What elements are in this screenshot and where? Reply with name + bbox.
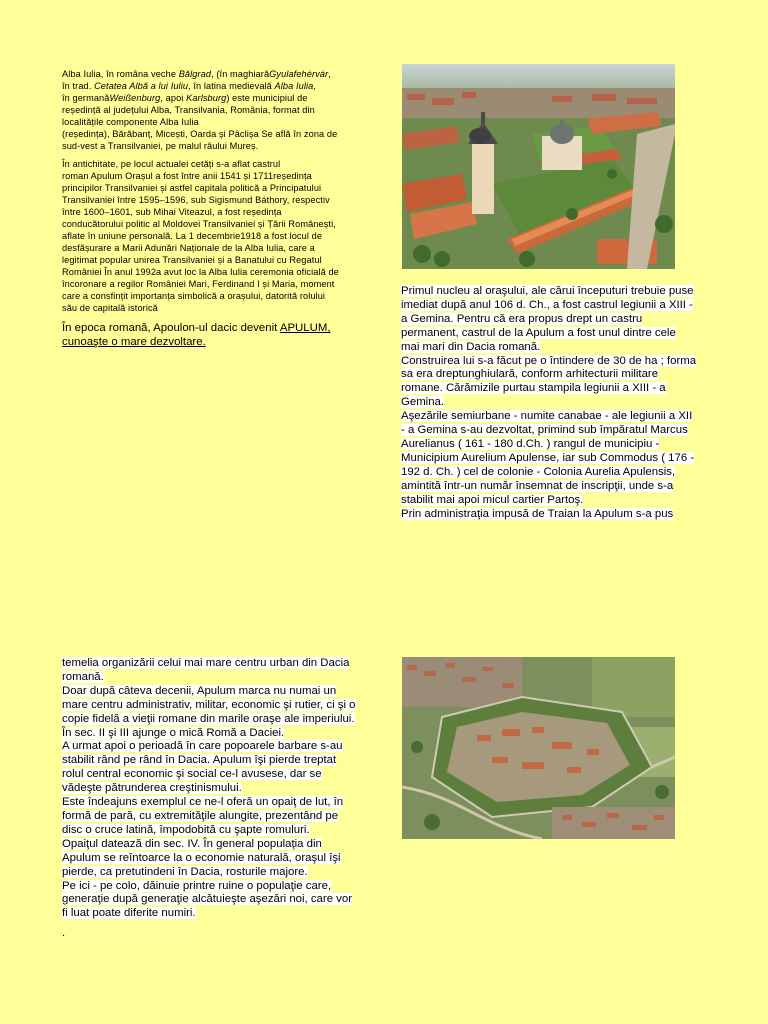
intro-italic-term: Cetatea Albă a lui Iuliu: [94, 81, 189, 91]
intro-text-run: ) este municipiul de reședință al județului Alba, Transilvania, România, format din localitățile componente Alba Iulia (reședința), Bărăbanț, Micești, Oarda și Pâclișa Se află în zona de sud-vest a Transilvaniei, pe malul râului Mureș.: [62, 93, 338, 151]
fortress-aerial-photo: [402, 657, 675, 839]
right-column-text: [401, 285, 708, 521]
intro-italic-term: Weißenburg: [109, 93, 161, 103]
intro-text-run: , în trad.: [62, 69, 331, 91]
fortress-aerial-image: [402, 657, 675, 839]
roman-epoch-text: În epoca romană, Apoulon-ul dacic devenit: [62, 322, 280, 334]
intro-paragraph-1: [62, 68, 368, 152]
apulum-link[interactable]: APULUM,: [279, 322, 331, 334]
intro-text-run: , în latina medievală: [188, 81, 275, 91]
cathedral-aerial-photo: [402, 64, 675, 269]
intro-italic-term: Gyulafehérvár: [269, 69, 329, 79]
intro-text-run: , în germană: [62, 81, 316, 103]
intro-text-run: , apoi: [160, 93, 187, 103]
dacia-history-paragraph: temelia organizării celui mai mare centru urban din Dacia romană. Doar după câteva decenii, Apulum marca nu numai un mare centru administrativ, militar, economic şi rutier, ci şi o copie fidelă a vieţii romane din marile oraşe ale imperiului. În sec. II şi III ajunge o mică Romă a Daciei. A urmat apoi o perioadă în care popoarele barbare s-au stabilit rând pe rând în Dacia. Apulum îşi pierde treptat rolul central economic şi social ce-l avusese, dar se vădeşte pătrunderea creştinismului. Este îndeajuns exemplul ce ne-l oferă un opaiţ de lut, în formă de pară, cu extremităţile alungite, prezentând pe disc o cruce latină, împodobită cu şapte romuluri. Opaiţul datează din sec. IV. În general populaţia din Apulum se reîntoarce la o economie naturală, oraşul îşi pierde, ca pretutindeni în Dacia, rosturile majore. Pe ici - pe colo, dăinuie printre ruine o populaţie care, generaţie după generaţie alcătuieşte aşezări noi, care vor fi luat poate diferite numiri.: [62, 657, 356, 920]
bottom-left-text: [62, 657, 372, 921]
apulum-history-paragraph: Primul nucleu al oraşului, ale cărui începuturi trebuie puse imediat după anul 106 d. Ch., a fost castrul legiunii a XIII - a Gemina. Pentru că era propus drept un castru permanent, castrul de la Apulum a fost unul dintre cele mai mari din Dacia romană. Construirea lui s-a făcut pe o întindere de 30 de ha ; forma sa era dreptunghiulară, conform arhitecturii militare romane. Cărămizile purtau stampila legiunii a XIII - a Gemina. Aşezările semiurbane - numite canabae - ale legiunii a XII - a Gemina s-au dezvoltat, primind sub împăratul Marcus Aurelianus ( 161 - 180 d.Ch. ) rangul de municipiu - Municipium Aurelium Apulense, iar sub Commodus ( 176 - 192 d. Ch. ) cel de colonie - Colonia Aurelia Apulensis, amintită într-un număr însemnat de inscripţii, unde s-a stabilit mai apoi micul cartier Partoş. Prin administraţia impusă de Traian la Apulum s-a pus: [401, 285, 697, 520]
trailing-period: .: [62, 927, 66, 939]
cathedral-aerial-image: [402, 64, 675, 269]
intro-text-run: , (în maghiară: [211, 69, 270, 79]
roman-epoch-paragraph: [62, 322, 362, 350]
development-link[interactable]: cunoaşte o mare dezvoltare.: [62, 335, 206, 348]
intro-italic-term: Karlsburg: [186, 93, 227, 103]
intro-italic-term: Alba Iulia: [274, 81, 314, 91]
intro-paragraph-2: În antichitate, pe locul actualei cetăți s-a aflat castrul roman Apulum Orașul a fost între anii 1541 și 1711reședința principilor Transilvaniei și astfel capitala politică a Principatului Transilvaniei între 1595–1596, sub Sigismund Báthory, respectiv între 1600–1601, sub Mihai Viteazul, a fost reședința conducătorului politic al Moldovei Transilvaniei și Țării Românești, aflate în uniune personală. La 1 decembrie1918 a fost locul de desfășurare a Marii Adunări Naționale de la Alba Iulia, care a legitimat popular unirea Transilvaniei și a Banatului cu Regatul României În anul 1992a avut loc la Alba Iulia ceremonia oficială de încoronare a regilor României Mari, Ferdinand I și Maria, moment care a consfințit importanța simbolică a orașului, datorită rolului său de capitală istorică: [62, 159, 339, 313]
intro-italic-term: Bălgrad: [178, 69, 212, 79]
intro-text-run: Alba Iulia, în româna veche: [62, 69, 179, 79]
intro-text: [62, 68, 368, 314]
